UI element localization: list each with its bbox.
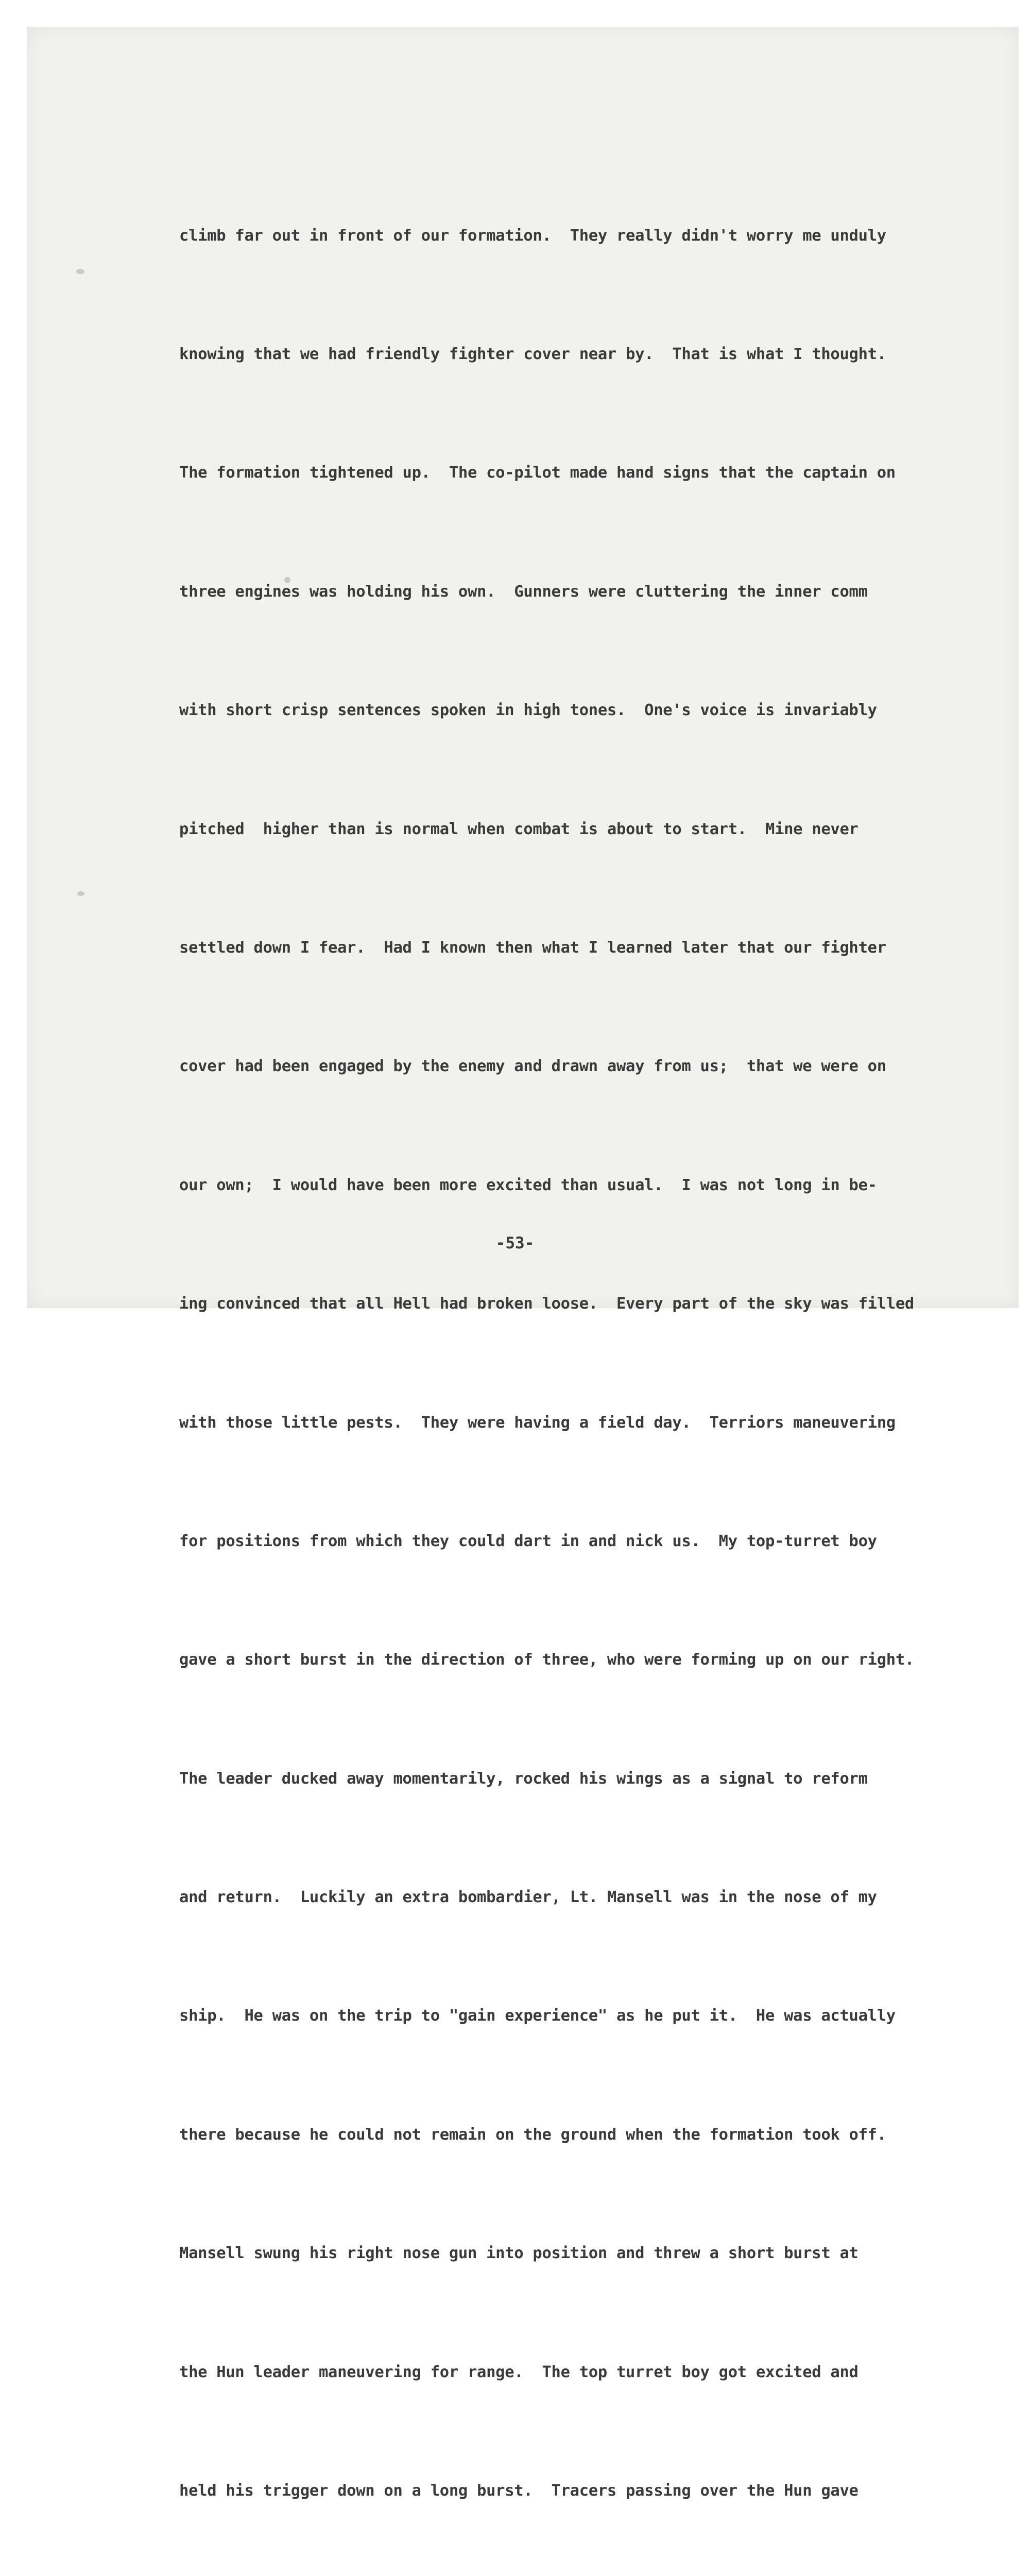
text-line: The formation tightened up. The co-pilot made hand signs that the captain on: [179, 464, 896, 482]
text-line: ship. He was on the trip to "gain experience" as he put it. He was actually: [179, 2007, 896, 2025]
text-line: climb far out in front of our formation. They really didn't worry me unduly: [179, 226, 886, 245]
text-line: there because he could not remain on the ground when the formation took off.: [179, 2125, 886, 2144]
text-line: Mansell swung his right nose gun into position and threw a short burst at: [179, 2244, 859, 2263]
page-number: -53-: [495, 1234, 535, 1252]
text-line: the Hun leader maneuvering for range. The top turret boy got excited and: [179, 2363, 859, 2381]
text-line: held his trigger down on a long burst. Tracers passing over the Hun gave: [179, 2482, 859, 2500]
text-line: ing convinced that all Hell had broken loose. Every part of the sky was filled: [179, 1295, 914, 1313]
paper-speck: [76, 269, 84, 274]
text-line: gave a short burst in the direction of three, who were forming up on our right.: [179, 1651, 914, 1669]
text-line: and return. Luckily an extra bombardier, Lt. Mansell was in the nose of my: [179, 1888, 877, 1907]
text-line: knowing that we had friendly fighter cover near by. That is what I thought.: [179, 345, 886, 363]
text-line: pitched higher than is normal when combat is about to start. Mine never: [179, 820, 859, 838]
text-line: our own; I would have been more excited than usual. I was not long in be-: [179, 1176, 877, 1194]
text-line: with short crisp sentences spoken in high tones. One's voice is invariably: [179, 701, 877, 720]
typed-text-body: [179, 137, 972, 2576]
text-line: three engines was holding his own. Gunners were cluttering the inner comm: [179, 582, 868, 601]
text-line: cover had been engaged by the enemy and drawn away from us; that we were on: [179, 1057, 886, 1076]
text-line: for positions from which they could dart in and nick us. My top-turret boy: [179, 1532, 877, 1550]
text-line: The leader ducked away momentarily, rocked his wings as a signal to reform: [179, 1769, 868, 1788]
paper-speck: [77, 891, 84, 896]
text-line: with those little pests. They were having a field day. Terriors maneuvering: [179, 1413, 896, 1432]
text-line: settled down I fear. Had I known then what I learned later that our fighter: [179, 938, 886, 957]
